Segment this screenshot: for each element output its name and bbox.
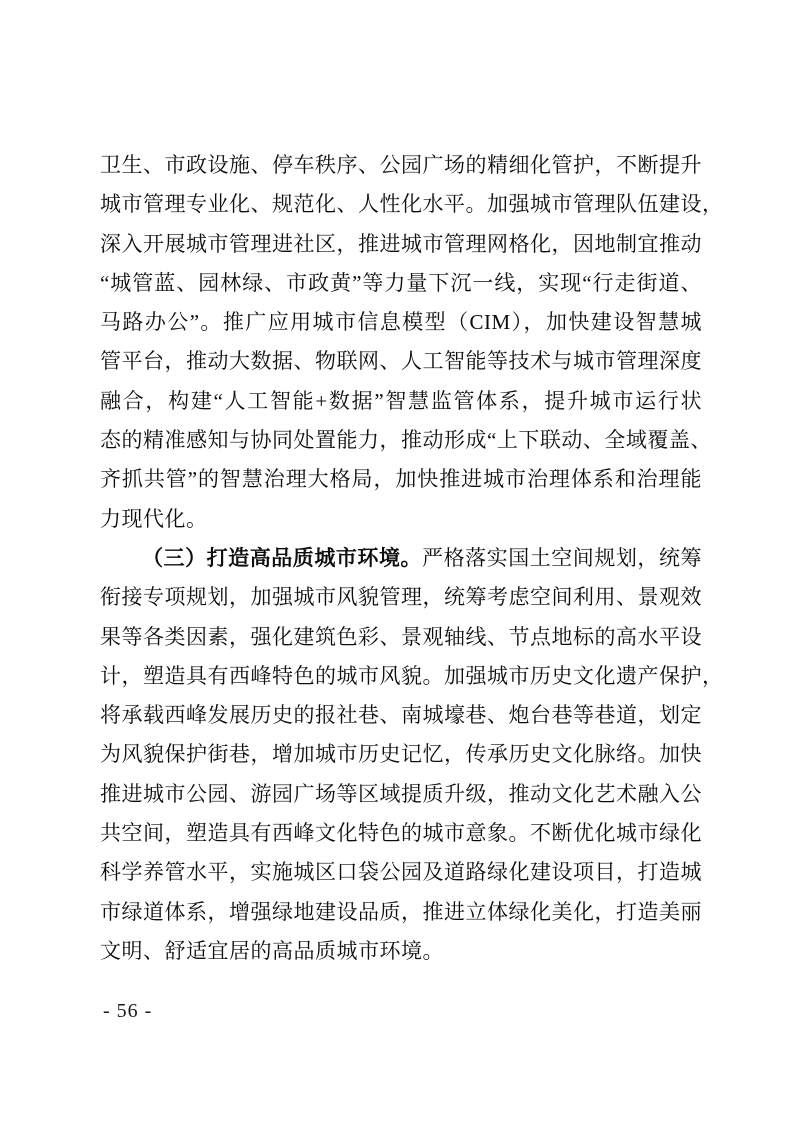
line-text: 齐抓共管”的智慧治理大格局，加快推进城市治理体系和治理能 — [100, 467, 702, 492]
text-line — [100, 853, 702, 892]
text-line — [100, 814, 702, 853]
line-text: 城市管理专业化、规范化、人性化水平。加强城市管理队伍建设， — [100, 192, 724, 217]
text-line — [100, 893, 702, 932]
line-text: 科学养管水平，实施城区口袋公园及道路绿化建设项目，打造城 — [100, 860, 702, 885]
text-line — [100, 578, 702, 617]
text-line — [100, 303, 702, 342]
text-line — [100, 146, 702, 185]
text-line — [100, 225, 702, 264]
line-text: 文明、舒适宜居的高品质城市环境。 — [100, 938, 444, 963]
line-text: 共空间，塑造具有西峰文化特色的城市意象。不断优化城市绿化 — [100, 821, 702, 846]
section-heading: （三）打造高品质城市环境。 — [142, 545, 423, 570]
line-text: 将承载西峰发展历史的报社巷、南城壕巷、炮台巷等巷道，划定 — [100, 703, 702, 728]
text-line — [100, 264, 702, 303]
line-text: “城管蓝、园林绿、市政黄”等力量下沉一线，实现“行走街道、 — [100, 270, 702, 295]
text-line — [100, 657, 724, 696]
text-line — [100, 735, 702, 774]
line-text: 为风貌保护街巷，增加城市历史记忆，传承历史文化脉络。加快 — [100, 742, 702, 767]
body-text — [100, 146, 724, 971]
line-text: 力现代化。 — [100, 506, 208, 531]
line-text: 推进城市公园、游园广场等区域提质升级，推动文化艺术融入公 — [100, 781, 702, 806]
line-text: 市绿道体系，增强绿地建设品质，推进立体绿化美化，打造美丽 — [100, 899, 702, 924]
text-line — [100, 500, 702, 539]
text-line — [100, 185, 724, 224]
line-text: 衔接专项规划，加强城市风貌管理，统筹考虑空间利用、景观效 — [100, 585, 702, 610]
text-line — [100, 696, 702, 735]
line-text: 融合，构建“人工智能+数据”智慧监管体系，提升城市运行状 — [100, 388, 702, 413]
text-line — [100, 618, 702, 657]
line-text: 态的精准感知与协同处置能力，推动形成“上下联动、全域覆盖、 — [100, 428, 712, 453]
text-line — [100, 932, 702, 971]
text-line — [100, 775, 702, 814]
text-line — [100, 382, 702, 421]
line-text: 马路办公”。推广应用城市信息模型（CIM），加快建设智慧城 — [100, 310, 702, 335]
line-text: 深入开展城市管理进社区，推进城市管理网格化，因地制宜推动 — [100, 231, 702, 256]
text-line — [100, 460, 702, 499]
line-text: 果等各类因素，强化建筑色彩、景观轴线、节点地标的高水平设 — [100, 624, 702, 649]
line-text: 管平台，推动大数据、物联网、人工智能等技术与城市管理深度 — [100, 349, 702, 374]
line-text: 严格落实国土空间规划，统筹 — [422, 545, 703, 570]
text-line — [100, 539, 702, 578]
text-line — [100, 342, 702, 381]
page-number: - 56 - — [103, 1000, 153, 1022]
text-line — [100, 421, 712, 460]
line-text: 卫生、市政设施、停车秩序、公园广场的精细化管护，不断提升 — [100, 153, 702, 177]
line-text: 计，塑造具有西峰特色的城市风貌。加强城市历史文化遗产保护， — [100, 663, 724, 688]
